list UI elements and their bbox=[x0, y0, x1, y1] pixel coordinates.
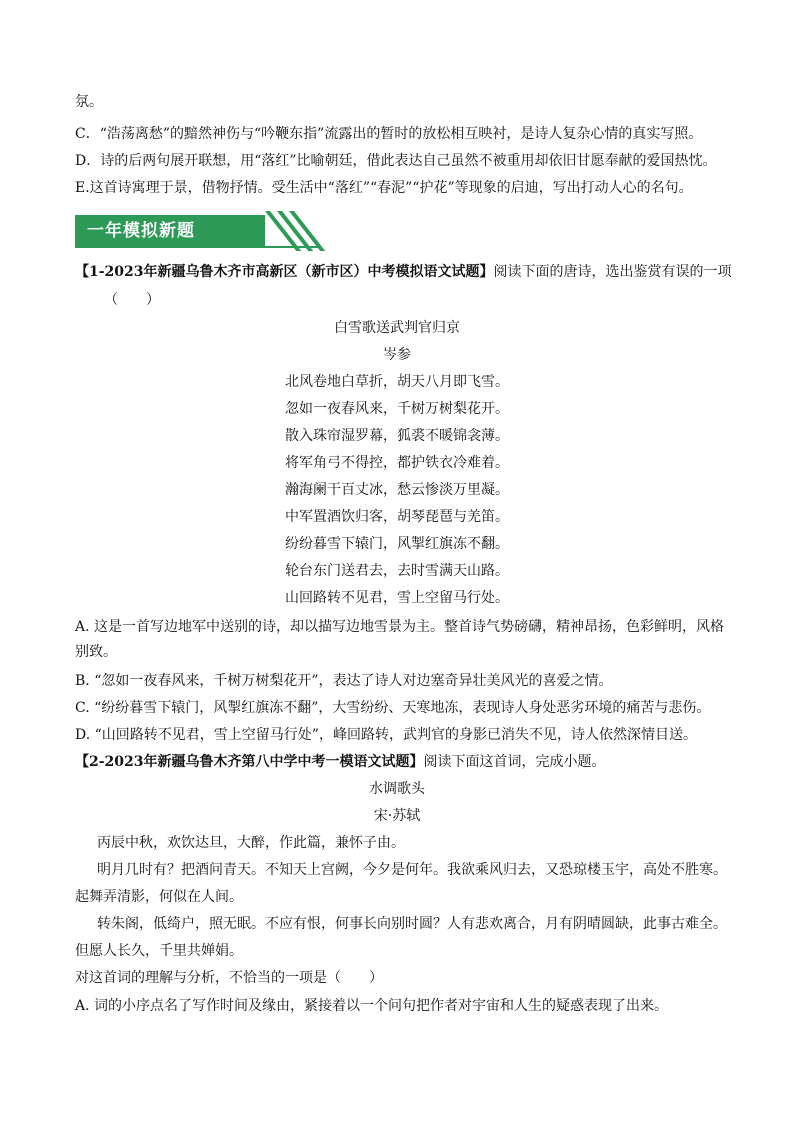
option-e-text: E.这首诗寓理于景，借物抒情。受生活中“落红”“春泥”“护花”等现象的启迪，写出打动人心的名句。 bbox=[75, 180, 693, 196]
option-d-text: D. “山回路转不见君，雪上空留马行处”，峰回路转，武判官的身影已消失不见，诗人依然深情目送。 bbox=[75, 727, 697, 743]
question-2-header bbox=[75, 752, 734, 772]
answer-blank: （ ） bbox=[104, 292, 160, 308]
ci-title: 水调歌头 bbox=[369, 781, 425, 797]
option-c-text: C．“浩荡离愁”的黯然神伤与“吟鞭东指”流露出的暂时的放松相互映衬，是诗人复杂心情的真实写照。 bbox=[75, 126, 703, 142]
question-1-header bbox=[75, 262, 734, 282]
ci-paragraph-1: 明月几时有？把酒问青天。不知天上宫阙，今夕是何年。我欲乘风归去，又恐琼楼玉宇，高处不胜寒。 bbox=[97, 862, 727, 878]
option-a-text: A. 这是一首写边地军中送别的诗，却以描写边地雪景为主。整首诗气势磅礴，精神昂扬，色彩鲜明，风格 bbox=[75, 619, 725, 635]
question-source: 【2-2023年新疆乌鲁木齐第八中学中考一模语文试题】 bbox=[75, 754, 424, 770]
poem-line: 忽如一夜春风来，千树万树梨花开。 bbox=[285, 401, 509, 417]
poem-title: 白雪歌送武判官归京 bbox=[334, 320, 460, 336]
poem-line: 北风卷地白草折，胡天八月即飞雪。 bbox=[285, 374, 509, 390]
option-d-text: D．诗的后两句展开联想，用“落红”比喻朝廷，借此表达自己虽然不被重用却依旧甘愿奉献的爱国热忱。 bbox=[75, 153, 717, 169]
option-a-text-continued: 别致。 bbox=[75, 644, 117, 660]
poem-author: 岑参 bbox=[383, 347, 411, 363]
text-line: 氛。 bbox=[75, 94, 103, 110]
ci-paragraph-2: 转朱阁，低绮户，照无眠。不应有恨，何事长向别时圆？人有悲欢离合，月有阴晴圆缺，此事古难全。 bbox=[97, 916, 727, 932]
question-stem: 对这首词的理解与分析，不恰当的一项是（ ） bbox=[75, 970, 383, 986]
poem-line: 将军角弓不得控，都护铁衣冷难着。 bbox=[285, 455, 509, 471]
poem-line: 瀚海阑干百丈冰，愁云惨淡万里凝。 bbox=[285, 482, 509, 498]
ci-preface: 丙辰中秋，欢饮达旦，大醉，作此篇，兼怀子由。 bbox=[97, 835, 405, 851]
ci-author: 宋·苏轼 bbox=[373, 808, 421, 824]
poem-line: 轮台东门送君去，去时雪满天山路。 bbox=[285, 563, 509, 579]
ci-paragraph-2-continued: 但愿人长久，千里共婵娟。 bbox=[75, 943, 243, 959]
option-b-text: B. “忽如一夜春风来，千树万树梨花开”，表达了诗人对边塞奇异壮美风光的喜爱之情。 bbox=[75, 673, 613, 689]
poem-line: 中军置酒饮归客，胡琴琵琶与羌笛。 bbox=[285, 509, 509, 525]
poem-line: 散入珠帘湿罗幕，狐裘不暖锦衾薄。 bbox=[285, 428, 509, 444]
poem-line: 山回路转不见君，雪上空留马行处。 bbox=[285, 590, 509, 606]
ci-paragraph-1-continued: 起舞弄清影，何似在人间。 bbox=[75, 889, 243, 905]
poem-line: 纷纷暮雪下辕门，风掣红旗冻不翻。 bbox=[285, 536, 509, 552]
option-a-text: A. 词的小序点名了写作时间及缘由，紧接着以一个问句把作者对宇宙和人生的疑惑表现了出来。 bbox=[75, 998, 669, 1014]
question-prompt: 阅读下面这首词，完成小题。 bbox=[423, 754, 606, 770]
question-source: 【1-2023年新疆乌鲁木齐市高新区（新市区）中考模拟语文试题】 bbox=[75, 264, 494, 280]
section-banner bbox=[75, 215, 321, 247]
question-prompt: 阅读下面的唐诗，选出鉴赏有误的一项 bbox=[493, 264, 732, 280]
option-c-text: C. “纷纷暮雪下辕门，风掣红旗冻不翻”，大雪纷纷、天寒地冻，表现诗人身处恶劣环境的痛苦与悲伤。 bbox=[75, 700, 711, 716]
section-title: 一年模拟新题 bbox=[87, 221, 195, 241]
